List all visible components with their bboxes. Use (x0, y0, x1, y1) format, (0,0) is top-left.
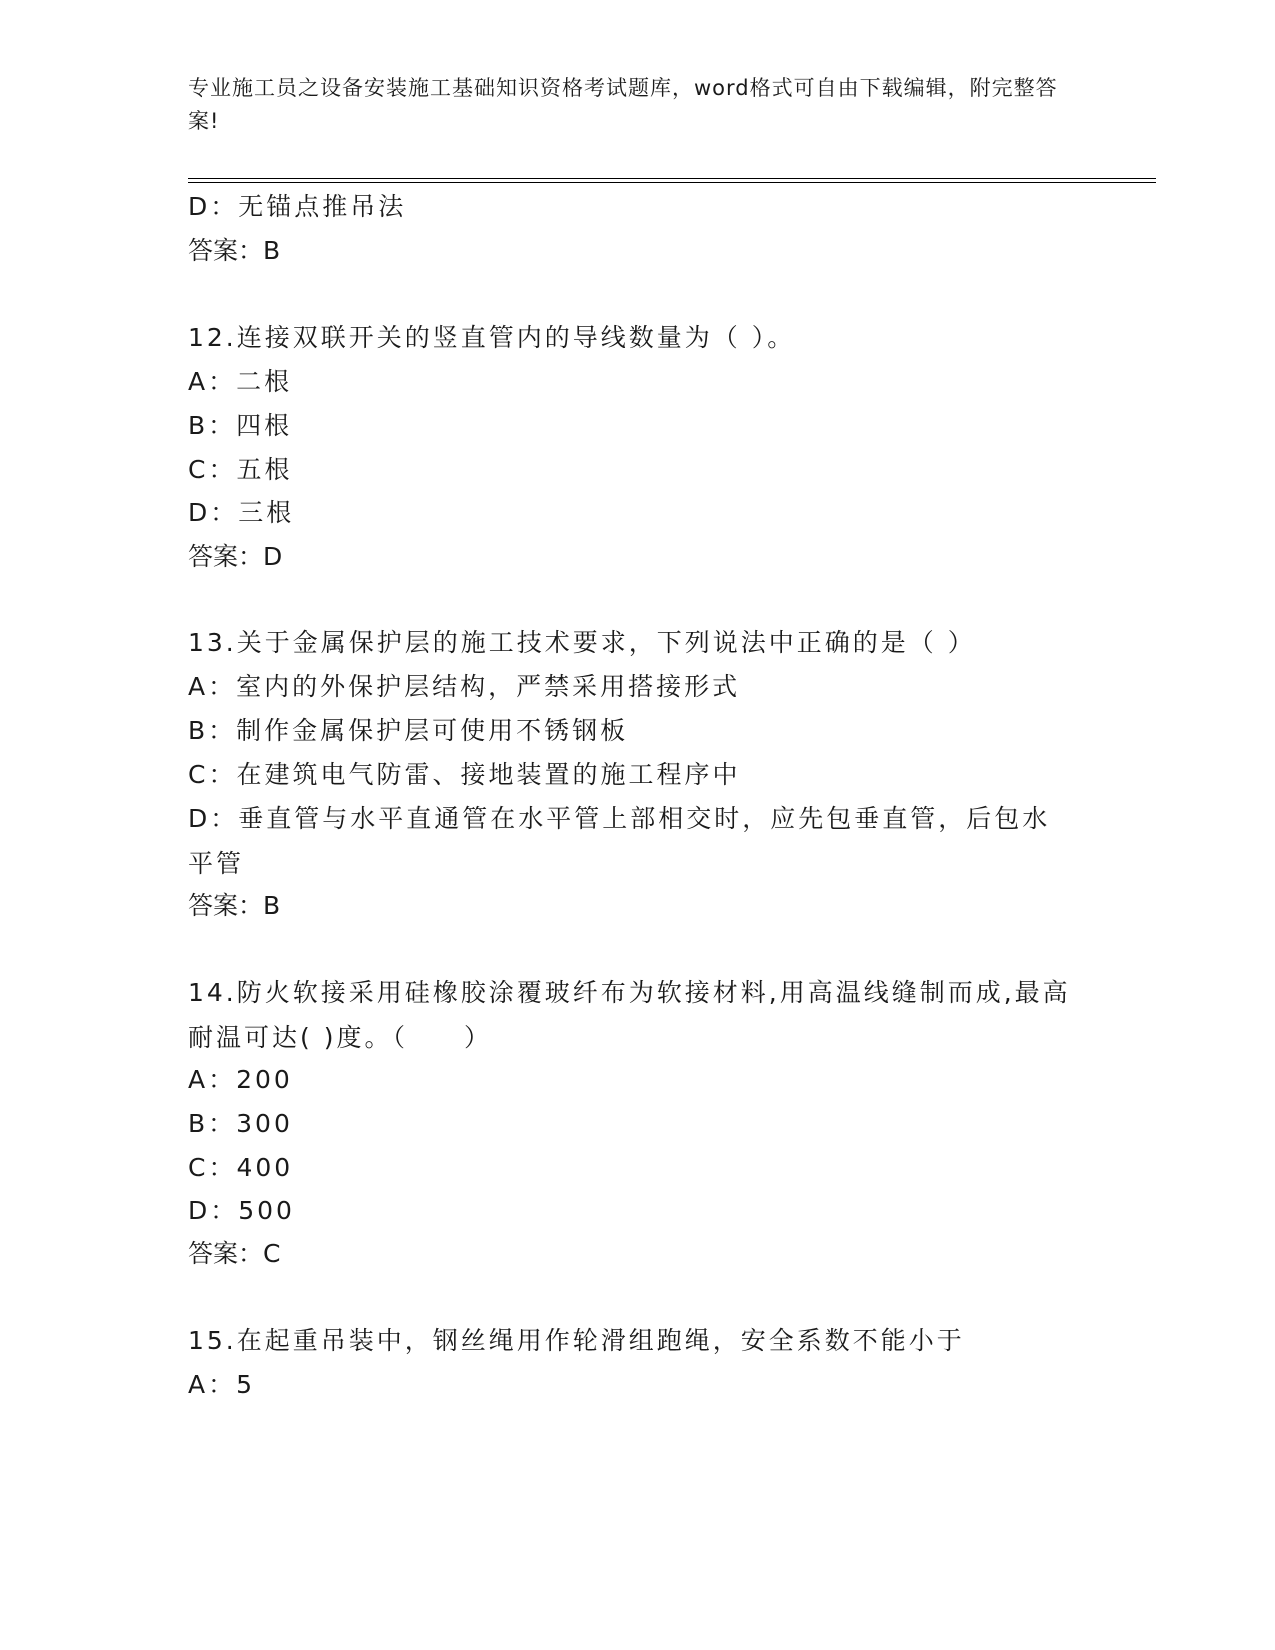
question-12-answer: 答案：D (188, 542, 283, 571)
question-14-option-a: A：200 (188, 1065, 293, 1094)
question-13-stem: 13.关于金属保护层的施工技术要求，下列说法中正确的是（ ） (188, 628, 976, 657)
question-12-option-d: D：三根 (188, 498, 295, 527)
document-header: 专业施工员之设备安装施工基础知识资格考试题库，word格式可自由下载编辑，附完整答案! (188, 76, 1058, 133)
answer: 答案：B (188, 236, 281, 265)
header-rule-bottom (188, 182, 1156, 183)
question-15-stem: 15.在起重吊装中，钢丝绳用作轮滑组跑绳，安全系数不能小于 (188, 1326, 965, 1355)
question-14-option-c: C：400 (188, 1153, 294, 1182)
question-14-option-b: B：300 (188, 1109, 293, 1138)
question-14-stem: 14.防火软接采用硅橡胶涂覆玻纤布为软接材料,用高温线缝制而成,最高耐温可达( )度。（ ） (188, 978, 1071, 1052)
question-14-answer: 答案：C (188, 1239, 281, 1268)
question-12-option-c: C：五根 (188, 455, 293, 484)
question-13-option-c: C：在建筑电气防雷、接地装置的施工程序中 (188, 760, 741, 789)
question-13-option-d: D：垂直管与水平直通管在水平管上部相交时，应先包垂直管，后包水平管 (188, 804, 1051, 878)
question-15-option-a: A：5 (188, 1370, 256, 1399)
question-13-option-a: A：室内的外保护层结构，严禁采用搭接形式 (188, 672, 741, 701)
question-12-option-b: B：四根 (188, 411, 293, 440)
question-12-stem: 12.连接双联开关的竖直管内的导线数量为（ ）。 (188, 323, 796, 352)
question-13-answer: 答案：B (188, 891, 281, 920)
question-12-option-a: A：二根 (188, 367, 293, 396)
header-rule-top (188, 178, 1156, 179)
option-d: D：无锚点推吊法 (188, 192, 407, 221)
question-14-option-d: D：500 (188, 1196, 295, 1225)
question-13-option-b: B：制作金属保护层可使用不锈钢板 (188, 716, 629, 745)
